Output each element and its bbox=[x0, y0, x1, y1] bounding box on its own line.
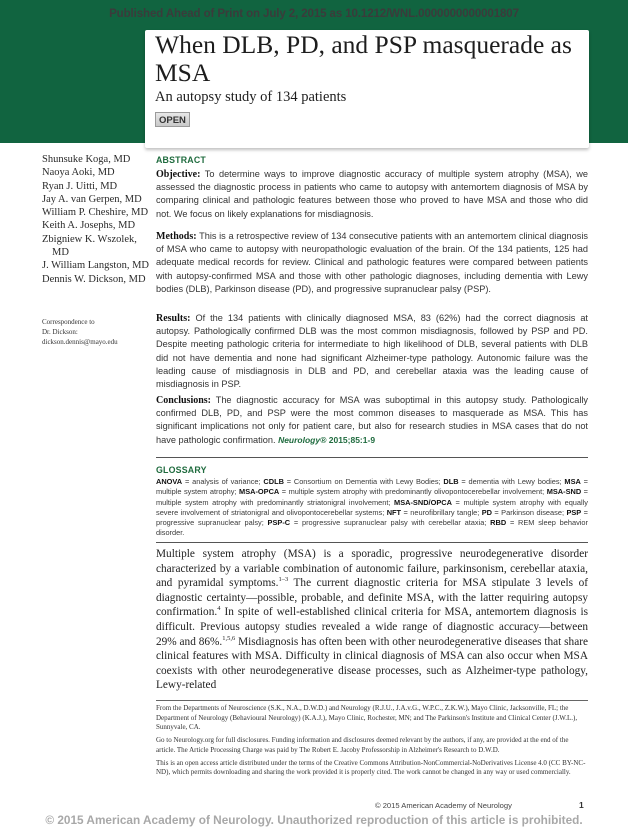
abstract-results bbox=[156, 312, 588, 391]
author: Jay A. van Gerpen, MD bbox=[42, 193, 142, 205]
glossary-body bbox=[156, 477, 588, 539]
conclusions-label: Conclusions: bbox=[156, 395, 212, 406]
author: Naoya Aoki, MD bbox=[42, 167, 115, 179]
glossary-term: ANOVA bbox=[156, 477, 183, 486]
author: William P. Cheshire, MD bbox=[42, 207, 149, 219]
article-subtitle: An autopsy study of 134 patients bbox=[155, 89, 347, 105]
copyright-line: © 2015 American Academy of Neurology bbox=[375, 801, 512, 810]
glossary-definition: = multiple system atrophy with predominantly striatonigral involvement; bbox=[156, 487, 588, 507]
author-continued: MD bbox=[52, 247, 69, 259]
methods-text: This is a retrospective review of 134 consecutive patients with an antemortem clinical diagnosis of MSA who came to autopsy with neuropathologic evaluation of the brain. Of the 134 patients, 125 had adequate medical records for review. Clinical and pathologic features were compared between patients with autopsy-confirmed MSA and those with other pathologic diagnoses, including dementia with Lewy bodies (DLB), Parkinson disease (PD), and progressive supranuclear palsy (PSP). bbox=[156, 231, 588, 294]
copyright-watermark: © 2015 American Academy of Neurology. Unauthorized reproduction of this article is prohibited. bbox=[45, 813, 583, 827]
glossary-term: PSP bbox=[566, 507, 582, 517]
glossary-definition: = dementia with Lewy bodies; bbox=[458, 477, 565, 486]
author: Ryan J. Uitti, MD bbox=[42, 180, 118, 192]
glossary-definition: = multiple system atrophy with predominantly olivopontocerebellar involvement; bbox=[279, 487, 547, 497]
abstract-conclusions bbox=[156, 394, 588, 447]
glossary-definition: = Parkinson disease; bbox=[491, 507, 567, 517]
citation bbox=[278, 435, 375, 445]
glossary-term: PSP-C bbox=[267, 518, 291, 528]
glossary-heading: GLOSSARY bbox=[156, 465, 207, 475]
glossary-term: MSA bbox=[564, 477, 581, 486]
open-access-badge: OPEN bbox=[155, 112, 190, 127]
methods-label: Methods: bbox=[156, 231, 197, 242]
body-text-segment: In spite of well-established clinical criteria for MSA, antemortem diagnosis is difficult. Previous autopsy studies revealed a wide range of diagnostic accuracy—between 29% and 86%. bbox=[156, 606, 588, 648]
author-list bbox=[42, 153, 152, 286]
divider bbox=[156, 700, 588, 701]
author: Dennis W. Dickson, MD bbox=[42, 273, 146, 285]
author: Zbigniew K. Wszolek, bbox=[42, 233, 137, 245]
article-title: When DLB, PD, and PSP masquerade as MSA bbox=[155, 30, 572, 87]
published-ahead-line: Published Ahead of Print on July 2, 2015 as 10.1212/WNL.0000000000001807 bbox=[109, 8, 519, 20]
glossary-definition: = analysis of variance; bbox=[182, 477, 264, 486]
glossary-term: MSA-OPCA bbox=[239, 487, 280, 497]
conclusions-text: The diagnostic accuracy for MSA was suboptimal in this autopsy study. Pathologically confirmed DLB, PD, and PSP were the most common diseases to masquerade as MSA. This has significant implications not only for patient care, but also for research studies in MSA cases that do not have pathologic confirmation. bbox=[156, 395, 588, 445]
author: Keith A. Josephs, MD bbox=[42, 220, 136, 232]
abstract-methods bbox=[156, 230, 588, 296]
citation-journal: Neurology® bbox=[278, 434, 327, 445]
disclosures-note: Go to Neurology.org for full disclosures. Funding information and disclosures deemed relevant by the authors, if any, are provided at the end of the article. The Article Processing Charge was paid by The Robert E. Jacoby Professorship in Alzheimer's Research to D.W.D. bbox=[156, 736, 569, 754]
glossary-definition: = progressive supranuclear palsy with cerebellar ataxia; bbox=[290, 518, 491, 528]
reference-superscript[interactable]: 1–3 bbox=[278, 576, 289, 584]
body-text-segment: Multiple system atrophy (MSA) is a sporadic, progressive neurodegenerative disorder characterized by a variable combination of autonomic failure, parkinsonism, cerebellar ataxia, and pyramidal symptoms. bbox=[156, 548, 588, 590]
page-number: 1 bbox=[579, 800, 584, 810]
glossary-definition: = REM sleep behavior disorder. bbox=[156, 518, 588, 538]
objective-label: Objective: bbox=[156, 169, 201, 180]
abstract-objective bbox=[156, 168, 588, 221]
reference-superscript[interactable]: 1,5,6 bbox=[222, 634, 236, 642]
glossary-term: CDLB bbox=[263, 477, 284, 486]
correspondence-name: Dr. Dickson: bbox=[42, 328, 78, 336]
correspondence-email[interactable]: dickson.dennis@mayo.edu bbox=[42, 338, 118, 346]
glossary-definition: = multiple system atrophy with equally severe involvement of striatonigral and olivopontocerebellar systems; bbox=[156, 497, 589, 517]
objective-text: To determine ways to improve diagnostic accuracy of multiple system atrophy (MSA), we assessed the diagnostic process in patients who came to autopsy with antemortem diagnosis of MSA by comparing clinical and pathologic features between those who proved to have MSA and those who did not. We focus on likely explanations for misdiagnosis. bbox=[156, 169, 588, 219]
glossary-definition: = progressive supranuclear palsy; bbox=[156, 507, 588, 528]
glossary-definition: = multiple system atrophy; bbox=[156, 477, 588, 497]
reference-superscript[interactable]: 4 bbox=[217, 605, 221, 613]
body-text-segment: The current diagnostic criteria for MSA stipulate 3 levels of diagnostic certainty—possible, probable, and definite MSA, with the latter requiring autopsy confirmation. bbox=[156, 577, 588, 619]
divider bbox=[156, 542, 588, 543]
author: J. William Langston, MD bbox=[42, 260, 150, 272]
results-label: Results: bbox=[156, 313, 191, 324]
glossary-term: NFT bbox=[386, 507, 402, 517]
body-text-segment: Misdiagnosis has often been with other neurodegenerative diseases that share clinical features with MSA. Difficulty in clinical diagnosis of MSA can also occur when MSA coexists with other neurodegenerative disease processes, such as Alzheimer-type pathology, Lewy-related bbox=[156, 635, 588, 692]
glossary-definition: = neurofibrillary tangle; bbox=[401, 507, 482, 517]
glossary-term: MSA-SND/OPCA bbox=[394, 497, 452, 507]
glossary-term: MSA-SND bbox=[546, 487, 582, 497]
affiliations-note: From the Departments of Neuroscience (S.K., N.A., D.W.D.) and Neurology (R.J.U., J.A.v.G., W.P.C., Z.K.W.), Mayo Clinic, Jacksonville, FL; the Department of Neurology (Behavioural Neurology) (K.A.J.), Mayo Clinic, Rochester, MN; and The Parkinson's Institute and Clinical Center (J.W.L.), Sunnyvale, CA. bbox=[156, 704, 578, 732]
glossary-term: DLB bbox=[443, 477, 459, 486]
body-introduction bbox=[156, 547, 588, 693]
correspondence-note bbox=[42, 317, 152, 347]
correspondence-label: Correspondence to bbox=[42, 318, 95, 326]
abstract-heading: ABSTRACT bbox=[156, 155, 206, 165]
author: Shunsuke Koga, MD bbox=[42, 154, 131, 165]
footnotes bbox=[156, 704, 588, 781]
citation-ref: 2015;85:1-9 bbox=[328, 434, 376, 445]
glossary-term: PD bbox=[481, 507, 492, 517]
glossary-term: RBD bbox=[490, 518, 507, 528]
results-text: Of the 134 patients with clinically diagnosed MSA, 83 (62%) had the correct diagnosis at autopsy. Pathologically confirmed DLB was the most common misdiagnosis, followed by PSP and PD. Despite meeting pathologic criteria for intermediate to high likelihood of DLB, several patients with DLB did not have dementia and none had significant Alzheimer-type pathology. Autonomic failure was the leading cause of misdiagnosis in DLB and PD, and cerebellar ataxia was the leading cause of misdiagnosis in PSP. bbox=[156, 313, 588, 390]
license-note: This is an open access article distributed under the terms of the Creative Commons Attribution-NonCommercial-NoDerivatives License 4.0 (CC BY-NC-ND), which permits downloading and sharing the work provided it is properly cited. The work cannot be changed in any way or used commercially. bbox=[156, 758, 586, 777]
divider bbox=[156, 457, 588, 458]
glossary-definition: = Consortium on Dementia with Lewy Bodies; bbox=[283, 477, 444, 486]
